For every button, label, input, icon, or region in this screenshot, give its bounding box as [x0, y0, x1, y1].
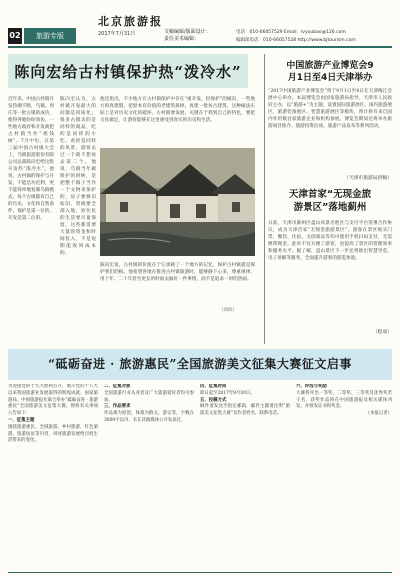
contest-headline: “砥砺奋进 · 旅游惠民”全国旅游美文征集大赛征文启事 — [48, 357, 352, 371]
lead-column-3: 他还指出，不少地方在古村镇保护中存在“重开发、轻保护”的倾向，一些地方拆真建假，把原本有价值的老建筑拆掉，再建一批仿古建筑，这种做法实际上是对历史文化的破坏。古村镇要发展，关键在于找到自己的特色，要把文化做足，让游客能够在这里感受到真实的历史和生活。 — [100, 97, 255, 123]
header-rule — [8, 46, 392, 48]
paper-name: 北京旅游报 — [98, 15, 163, 28]
editor-info: 文稿编辑/版面设计： 责任美术编辑： — [164, 29, 211, 42]
lead-column-1: 近年来，中国古村镇开发热潮不断，乌镇、周庄等一批古镇的成功，使得各地纷纷效仿，一些地方政府和开发商把古村镇当作“摇钱树”。7月中旬，在第三届中国古村镇大会上，乌镇旅游股份有限公司总裁陈向宏给这股开发热“泼冷水”。他说，古村镇的保护与开发，不能急功近利，更不能简单地复制乌镇模式。每个古镇都有自己的历史、文化和自然条件，保护是第一位的，开发是第二位的。 — [8, 97, 54, 221]
lead-column-2: 陈向宏认为，古村镇开发最大的问题是同质化。很多古镇卖的是同样的商品，吃的是同样的小吃，看的是同样的风景，游客去过一个就不想再去第二个。他说，乌镇当年做保护的时候，是把整个镇子当作一个文物来保护的，房子要修旧如旧，管线要全部入地，原住民的生活要尽量保留。这些都需要大量的资金和时间投入，不是短期能收回成本的。 — [60, 97, 96, 256]
contact-info: 电话：010-66057529 Email：lvyoubao@126.com 编辑部电话：010-66057528 http://www.bjtourism.com — [236, 30, 356, 43]
contest-column-3: 四、征集时间 即日起至2017年9月30日。 五、投稿方式 稿件请发送至指定邮箱，邮件主题请注明“旅游美文征集大赛”及作者姓名、联系电话。 — [200, 384, 290, 417]
masthead — [8, 3, 392, 53]
page-number: 02 — [8, 28, 22, 44]
lead-headline: 陈向宏给古村镇保护热“泼冷水” — [14, 63, 242, 81]
tianjin-body: 日前，天津市蓟州区盘山风景名胜区与支付平台签署合作协议，成为天津首家“无现金旅游景区”。游客在景区购买门票、餐饮、住宿、文创商品等均可使用手机扫码支付，无需携带现金。此举不仅方便了游客，也提高了景区的管理效率和服务水平。据了解，盘山景区下一步还将推出智慧导览、电子讲解等服务，全面提升游客的游览体验。 — [268, 221, 392, 261]
photo-caption: （刘滨） — [219, 308, 237, 313]
contest-column-4: 六、评选与奖励 大赛将评出一等奖、二等奖、三等奖及优秀奖若干名，获奖作品将在中国旅游报及相关媒体刊发，并颁发证书和奖金。 （本报记者） — [296, 384, 392, 417]
footer-rule — [8, 572, 392, 573]
contest-column-2: 二、征集对象 全国旅游行业从业者及广大旅游爱好者均可参加。 三、作品要求 作品须为原创，体裁为散文、游记等，字数在3000字以内，未在其他媒体公开发表过。 — [104, 384, 194, 423]
lead-column-4: 陈向宏说，古村镇的价值在于它承载了一个地方的记忆，保护古村镇就是保护我们的根。他希望各地在推进古村镇旅游时，能够静下心来，尊重规律，用十年、二十年甚至更长的时间去做好一件事情，而不是追求一时的热闹。 — [100, 263, 255, 282]
tianjin-headline: 天津首家“无现金旅 游景区”落地蓟州 — [288, 189, 372, 213]
ancient-town-photo — [100, 148, 255, 256]
expo-signature: （天津市旅游局供稿） — [344, 176, 392, 181]
section-label: 旅游专版 — [24, 28, 76, 44]
expo-body: “2017中国旅游产业博览会”将于9月1日至4日在天津梅江会展中心举办。本届博览会由国家旅游局指导，天津市人民政府主办，以“旅游+”为主题，设置国际旅游展区、国内旅游展区、旅游装备展区、智慧旅游展区等板块，预计将有来自国内外的数百家旅游企业和机构参展。博览会期间还将举办旅游项目推介、旅游投资洽谈、旅游产品发布等系列活动。 — [268, 89, 392, 129]
lead-headline-band — [8, 54, 248, 88]
ancient-town-illustration — [100, 148, 255, 256]
issue-date: 2017年7月31日 — [98, 31, 136, 37]
column-divider — [264, 54, 265, 344]
contest-column-1: 为迎接党的十九大胜利召开，展示党的十八大以来我国旅游业发展取得的辉煌成就，国家旅游局、中国旅游报社联合举办“砥砺奋进 · 旅游惠民”全国旅游美文征集大赛。现将有关事项公告如下： 一、征集主题 围绕旅游惠民、全域旅游、乡村旅游、红色旅游、旅游扶贫等内容，讲述旅游发展给百姓生活带来的变化。 — [8, 384, 98, 444]
expo-headline: 中国旅游产业博览会9 月1日至4日天津举办 — [286, 61, 374, 83]
tianjin-signature: （程成） — [372, 330, 392, 335]
